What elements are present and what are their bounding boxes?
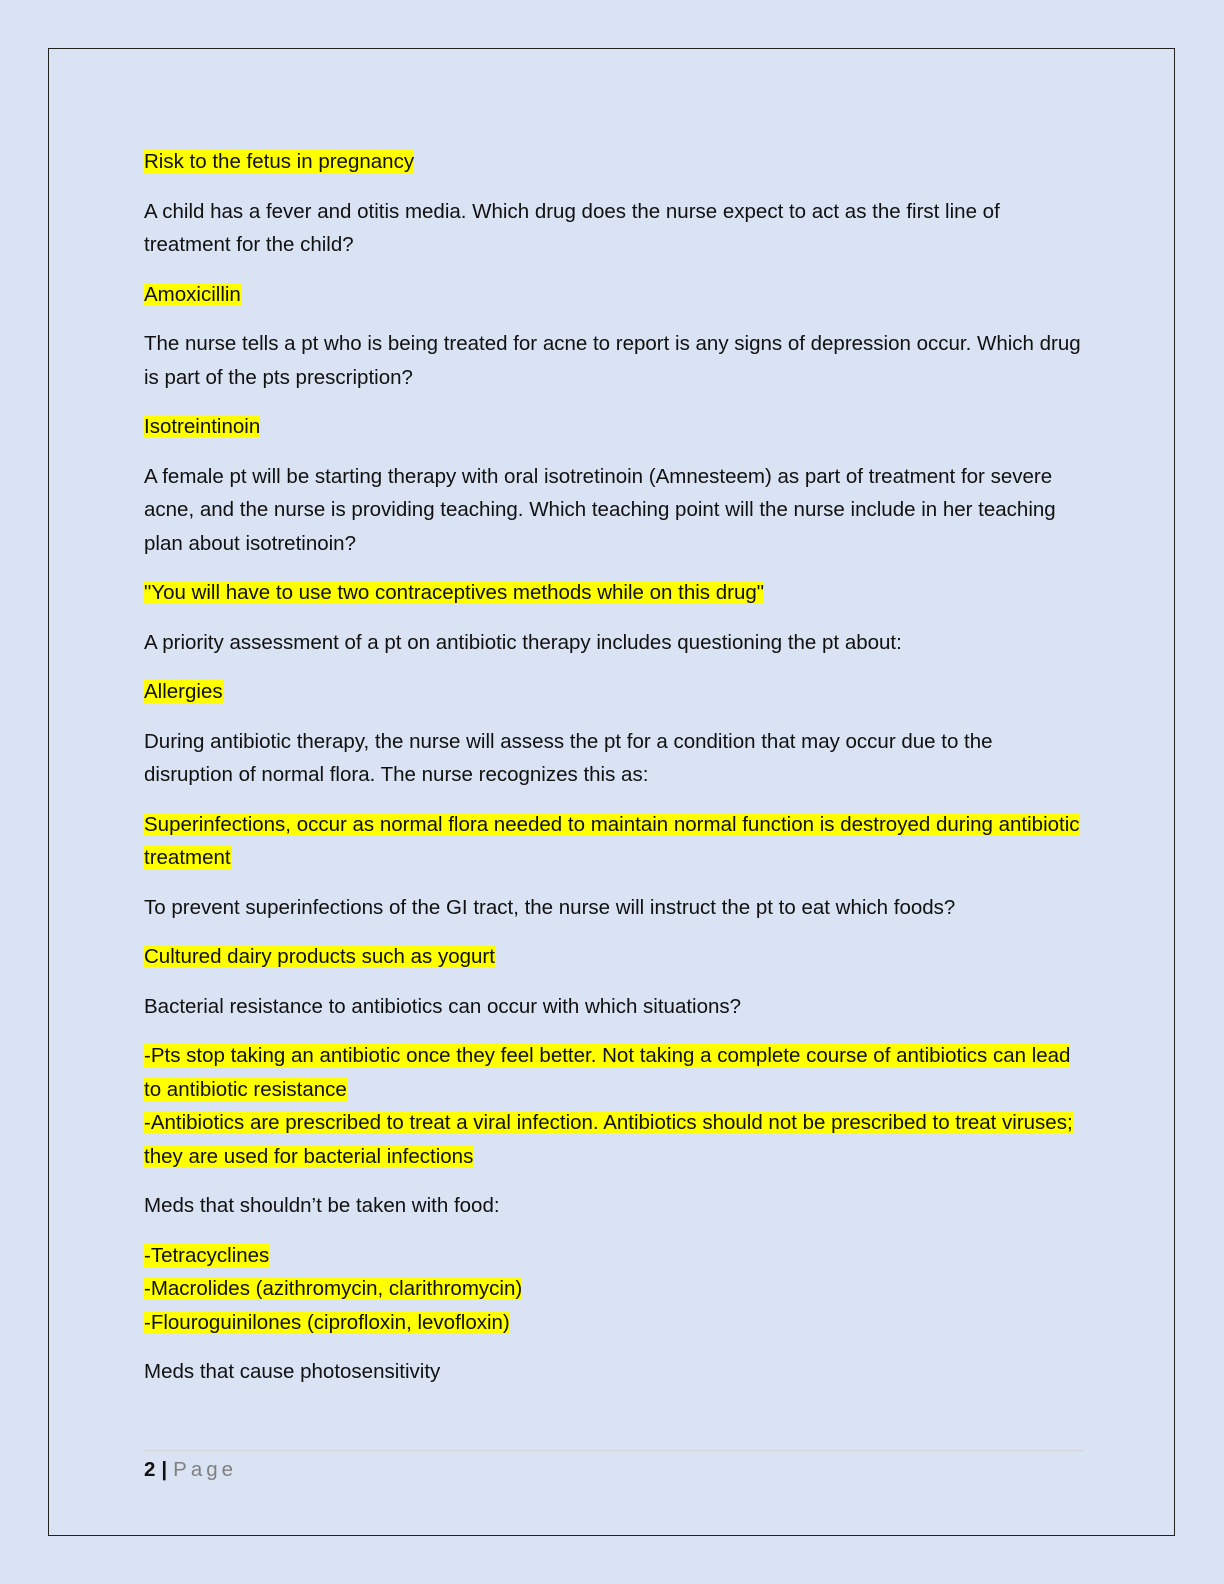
paragraph-line: Amoxicillin [144, 282, 241, 306]
paragraph-line: Meds that shouldn’t be taken with food: [144, 1194, 500, 1217]
paragraph-line: Superinfections, occur as normal flora needed to maintain normal function is destroyed during antibiotic treatment [144, 812, 1080, 869]
paragraph-line: -Macrolides (azithromycin, clarithromycin) [144, 1277, 523, 1300]
page-number: 2 [144, 1458, 156, 1481]
paragraph-line: -Flouroguinilones (ciprofloxin, levofloxin) [144, 1310, 510, 1334]
paragraph-line: The nurse tells a pt who is being treated for acne to report is any signs of depression occur. Which drug is part of the pts prescription? [144, 332, 1081, 389]
question-paragraph [144, 195, 1084, 262]
paragraph-line: A priority assessment of a pt on antibiotic therapy includes questioning the pt about: [144, 630, 902, 654]
answer-paragraph [144, 410, 1084, 444]
question-paragraph [144, 626, 1084, 660]
question-paragraph [144, 990, 1084, 1024]
paragraph-line: "You will have to use two contraceptives methods while on this drug" [144, 581, 765, 604]
answer-paragraph [144, 1239, 1084, 1340]
page-footer [144, 1450, 1084, 1485]
paragraph-line: -Pts stop taking an antibiotic once they feel better. Not taking a complete course of antibiotics can lead to antibiotic resistance [144, 1044, 1071, 1101]
answer-paragraph [144, 1039, 1084, 1173]
question-paragraph [144, 725, 1084, 792]
document-body [144, 145, 1084, 1405]
question-paragraph [144, 1355, 1084, 1389]
question-paragraph [144, 460, 1084, 561]
page-label: Page [173, 1458, 238, 1481]
answer-paragraph [144, 278, 1084, 312]
paragraph-line: During antibiotic therapy, the nurse will assess the pt for a condition that may occur due to the disruption of normal flora. The nurse recognizes this as: [144, 729, 993, 786]
paragraph-line: Isotreintinoin [144, 415, 261, 438]
answer-paragraph [144, 576, 1084, 610]
question-paragraph [144, 891, 1084, 925]
question-paragraph [144, 327, 1084, 394]
question-paragraph [144, 1189, 1084, 1223]
paragraph-line: Cultured dairy products such as yogurt [144, 945, 495, 968]
paragraph-line: Risk to the fetus in pregnancy [144, 150, 415, 173]
paragraph-line: -Antibiotics are prescribed to treat a viral infection. Antibiotics should not be prescribed to treat viruses; they are used for bacterial infections [144, 1111, 1073, 1168]
answer-paragraph [144, 675, 1084, 709]
answer-paragraph [144, 808, 1084, 875]
paragraph-line: A female pt will be starting therapy with oral isotretinoin (Amnesteem) as part of treatment for severe acne, and the nurse is providing teaching. Which teaching point will the nurse include in her teaching plan about isotretinoin? [144, 464, 1056, 555]
paragraph-line: To prevent superinfections of the GI tract, the nurse will instruct the pt to eat which foods? [144, 895, 956, 919]
footer-separator: | [161, 1458, 168, 1481]
answer-paragraph [144, 940, 1084, 974]
answer-paragraph [144, 145, 1084, 179]
paragraph-line: -Tetracyclines [144, 1243, 270, 1267]
paragraph-line: Meds that cause photosensitivity [144, 1360, 441, 1383]
paragraph-line: Bacterial resistance to antibiotics can occur with which situations? [144, 994, 742, 1018]
paragraph-line: Allergies [144, 680, 223, 703]
paragraph-line: A child has a fever and otitis media. Which drug does the nurse expect to act as the first line of treatment for the child? [144, 199, 1000, 256]
